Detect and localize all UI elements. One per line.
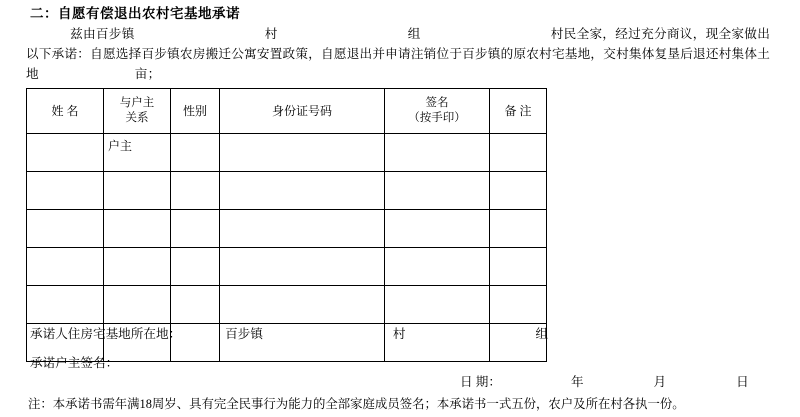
cell-relation[interactable]: 户主	[104, 134, 171, 172]
cell-signature[interactable]	[385, 134, 490, 172]
cell-relation[interactable]	[104, 286, 171, 324]
cell-id[interactable]	[220, 172, 385, 210]
location-label: 承诺人住房宅基地所在地：	[30, 327, 182, 341]
cell-signature[interactable]	[385, 248, 490, 286]
location-line	[30, 323, 548, 342]
column-header-signature-line1: 签名	[425, 97, 449, 109]
footer-note: 注：本承诺书需年满18周岁、具有完全民事行为能力的全部家庭成员签名；本承诺书一式五份，农户及所在村各执一份。	[28, 397, 685, 411]
paragraph-after-town: 村	[264, 27, 278, 41]
location-town: 百步镇	[225, 327, 263, 341]
cell-id[interactable]	[220, 134, 385, 172]
cell-name[interactable]	[27, 172, 104, 210]
cell-signature[interactable]	[385, 172, 490, 210]
page-title: 二：自愿有偿退出农村宅基地承诺	[30, 6, 240, 21]
cell-relation[interactable]	[104, 172, 171, 210]
cell-sex[interactable]	[171, 210, 220, 248]
table-row[interactable]	[27, 210, 547, 248]
cell-name[interactable]	[27, 248, 104, 286]
cell-note[interactable]	[490, 248, 547, 286]
table-row[interactable]	[27, 286, 547, 324]
date-line	[460, 371, 749, 390]
column-header-relation-line2: 关系	[125, 112, 149, 124]
cell-name[interactable]	[27, 134, 104, 172]
column-header-sex: 性别	[171, 89, 220, 134]
owner-signature-line[interactable]	[30, 352, 118, 371]
location-village: 村	[392, 327, 406, 341]
paragraph-after-village: 组	[407, 27, 421, 41]
cell-note[interactable]	[490, 210, 547, 248]
cell-sex[interactable]	[171, 248, 220, 286]
cell-note[interactable]	[490, 172, 547, 210]
location-group: 组	[535, 327, 549, 341]
column-header-id: 身份证号码	[220, 89, 385, 134]
cell-name[interactable]	[27, 286, 104, 324]
date-month: 月	[653, 375, 667, 389]
column-header-note: 备 注	[490, 89, 547, 134]
paragraph-body: 村民全家，经过充分商议，现全家做出以下承诺：自愿选择百步镇农房搬迁公寓安置政策，自愿退出并申请注销位于百步镇的原农村宅基地，交村集体复垦后退还村集体土地	[26, 27, 770, 81]
cell-relation[interactable]	[104, 210, 171, 248]
family-members-table	[26, 88, 547, 362]
column-header-name: 姓 名	[27, 89, 104, 134]
commitment-paragraph	[26, 24, 770, 84]
cell-name[interactable]	[27, 210, 104, 248]
date-label: 日 期：	[460, 375, 501, 389]
cell-id[interactable]	[220, 248, 385, 286]
cell-relation[interactable]	[104, 248, 171, 286]
cell-signature[interactable]	[385, 210, 490, 248]
cell-id[interactable]	[220, 210, 385, 248]
table-row[interactable]	[27, 248, 547, 286]
date-day: 日	[736, 375, 749, 389]
table-row[interactable]	[27, 172, 547, 210]
cell-sex[interactable]	[171, 134, 220, 172]
cell-id[interactable]	[220, 286, 385, 324]
cell-sex[interactable]	[171, 172, 220, 210]
owner-signature-label: 承诺户主签名：	[30, 356, 119, 370]
cell-sex[interactable]	[171, 286, 220, 324]
column-header-relation	[104, 89, 171, 134]
paragraph-lead: 兹由百步镇	[70, 27, 135, 41]
column-header-signature-line2: （按手印）	[408, 112, 466, 124]
table-row[interactable]	[27, 134, 547, 172]
date-year: 年	[570, 375, 584, 389]
column-header-signature	[385, 89, 490, 134]
cell-signature[interactable]	[385, 286, 490, 324]
cell-note[interactable]	[490, 286, 547, 324]
paragraph-tail: 亩；	[134, 67, 161, 81]
table-header-row	[27, 89, 547, 134]
cell-note[interactable]	[490, 134, 547, 172]
column-header-relation-line1: 与户主	[119, 97, 155, 109]
